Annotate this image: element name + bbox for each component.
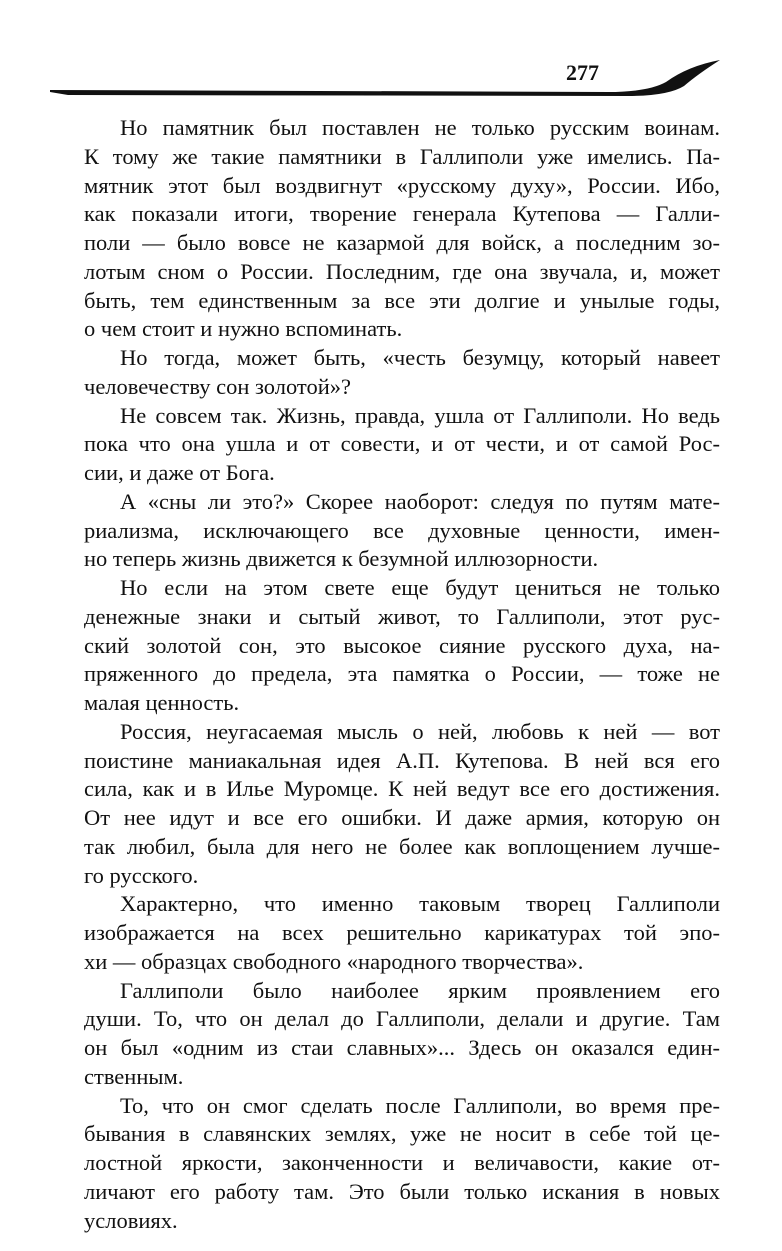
text-line: пряженного до предела, эта памятка о России, — тоже не bbox=[84, 661, 720, 687]
text-line: сила, как и в Илье Муромце. К ней ведут все его достижения. bbox=[84, 776, 720, 802]
text-line: Не совсем так. Жизнь, правда, ушла от Галлиполи. Но ведь bbox=[120, 402, 720, 428]
text-line: риализма, исключающего все духовные ценности, имен- bbox=[84, 517, 720, 543]
text-line: пока что она ушла и от совести, и от чести, и от самой Рос- bbox=[84, 431, 720, 457]
text-line: бывания в славянских землях, уже не носит в себе той це- bbox=[84, 1121, 720, 1147]
text-line: души. То, что он делал до Галлиполи, делали и другие. Там bbox=[84, 1006, 720, 1032]
text-line: лостной яркости, законченности и величавости, какие от- bbox=[84, 1150, 720, 1175]
text-line: го русского. bbox=[84, 862, 199, 888]
paragraph bbox=[84, 977, 720, 1092]
text-line: ственным. bbox=[84, 1063, 184, 1089]
paragraph bbox=[84, 344, 720, 402]
text-line: Но тогда, может быть, «честь безумцу, который навеет bbox=[120, 345, 720, 370]
text-line: А «сны ли это?» Скорее наоборот: следуя по путям мате- bbox=[120, 488, 720, 514]
header-rule-ornament bbox=[48, 54, 728, 104]
paragraph bbox=[84, 718, 720, 891]
text-line: поли — было вовсе не казармой для войск, а последним зо- bbox=[84, 230, 720, 255]
text-line: быть, тем единственным за все эти долгие и унылые годы, bbox=[84, 287, 720, 313]
text-line: как показали итоги, творение генерала Кутепова — Галли- bbox=[84, 201, 720, 227]
paragraph bbox=[84, 402, 720, 488]
text-line: сии, и даже от Бога. bbox=[84, 460, 275, 485]
text-line: Но памятник был поставлен не только русским воинам. bbox=[120, 115, 720, 140]
text-line: он был «одним из стаи славных»... Здесь он оказался един- bbox=[84, 1035, 720, 1060]
text-line: ский золотой сон, это высокое сияние русского духа, на- bbox=[84, 632, 720, 658]
text-line: лотым сном о России. Последним, где она звучала, и, может bbox=[84, 258, 720, 284]
paragraph bbox=[84, 488, 720, 574]
paragraph bbox=[84, 574, 720, 718]
paragraph bbox=[84, 114, 720, 344]
text-line: о чем стоит и нужно вспоминать. bbox=[84, 316, 403, 342]
text-line: То, что он смог сделать после Галлиполи, во время пре- bbox=[120, 1092, 720, 1118]
text-line: Галлиполи было наиболее ярким проявлением его bbox=[120, 977, 720, 1003]
text-line: Но если на этом свете еще будут цениться не только bbox=[120, 575, 720, 600]
paragraph bbox=[84, 1092, 720, 1236]
text-line: так любил, была для него не более как воплощением лучше- bbox=[84, 833, 720, 859]
text-line: хи — образцах свободного «народного творчества». bbox=[84, 948, 584, 974]
text-line: условиях. bbox=[84, 1207, 178, 1233]
text-line: поистине маниакальная идея А.П. Кутепова. В ней вся его bbox=[84, 747, 720, 773]
page-number: 277 bbox=[566, 60, 599, 85]
text-line: Россия, неугасаемая мысль о ней, любовь к ней — вот bbox=[120, 718, 720, 744]
text-line: личают его работу там. Это были только искания в новых bbox=[84, 1178, 720, 1204]
text-line: мятник этот был воздвигнут «русскому духу», России. Ибо, bbox=[84, 172, 720, 198]
text-line: денежные знаки и сытый живот, то Галлиполи, этот рус- bbox=[84, 603, 720, 629]
text-line: От нее идут и все его ошибки. И даже армия, которую он bbox=[84, 805, 720, 830]
text-line: Характерно, что именно таковым творец Галлиполи bbox=[120, 891, 720, 917]
text-line: малая ценность. bbox=[84, 690, 240, 715]
text-line: изображается на всех решительно карикатурах той эпо- bbox=[84, 920, 720, 945]
paragraph bbox=[84, 890, 720, 976]
text-line: К тому же такие памятники в Галлиполи уже имелись. Па- bbox=[84, 143, 720, 169]
text-line: но теперь жизнь движется к безумной иллюзорности. bbox=[84, 546, 599, 572]
text-line: человечеству сон золотой»? bbox=[84, 373, 351, 399]
body-text bbox=[84, 114, 720, 1235]
